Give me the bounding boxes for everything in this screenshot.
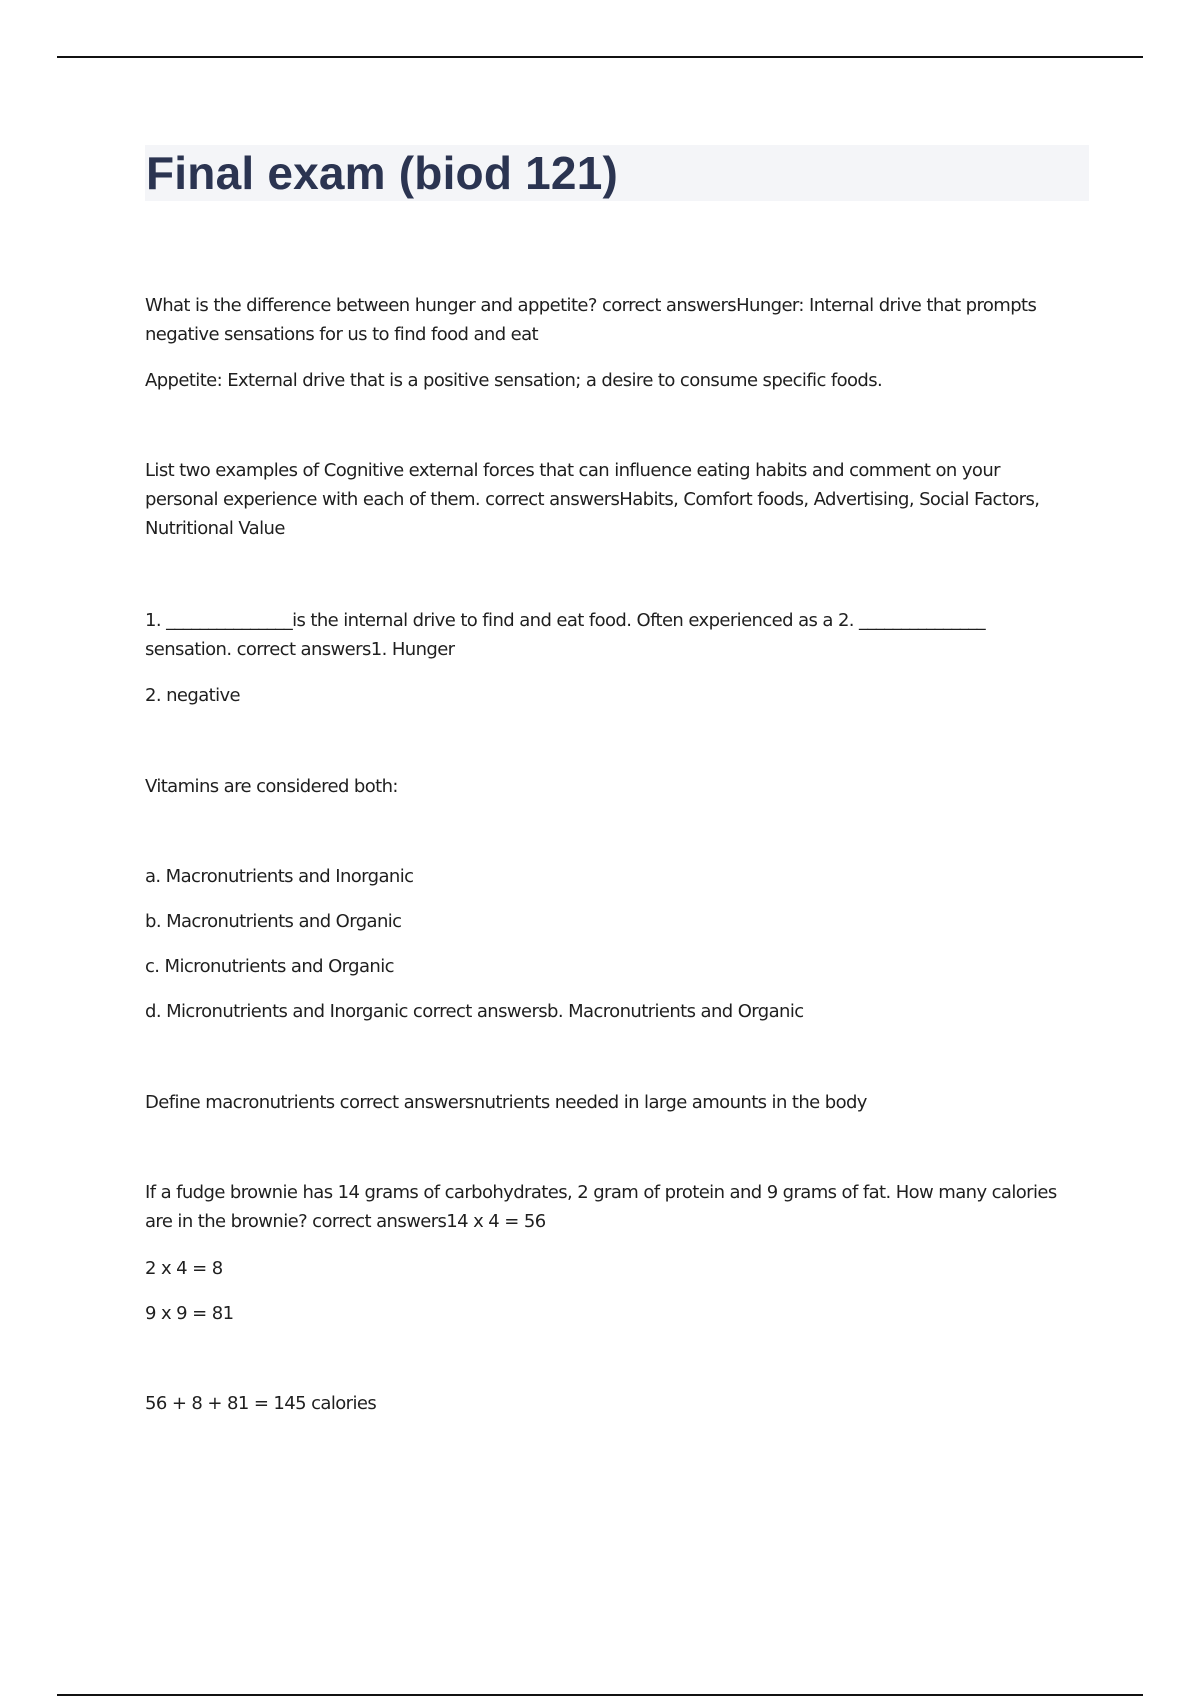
top-rule [57,56,1143,58]
option-d-answer: d. Micronutrients and Inorganic correct answersb. Macronutrients and Organic [145,1001,804,1022]
question-cognitive-forces: List two examples of Cognitive external forces that can influence eating habits and comment on your personal experience with each of them. correct answersHabits, Comfort foods, Advertising, Social Factors, Nutritional Value [145,460,1040,539]
question-brownie-calories: If a fudge brownie has 14 grams of carbohydrates, 2 gram of protein and 9 grams of fat. How many calories are in the brownie? correct answers14 x 4 = 56 [145,1182,1057,1232]
option-a: a. Macronutrients and Inorganic [145,866,414,887]
answer-appetite: Appetite: External drive that is a positive sensation; a desire to consume specific foods. [145,370,883,391]
option-c: c. Micronutrients and Organic [145,956,394,977]
calc-protein: 2 x 4 = 8 [145,1258,223,1279]
question-vitamins: Vitamins are considered both: [145,776,398,797]
question-fill-in-blank: 1. _______________is the internal drive to find and eat food. Often experienced as a 2. _______________ sensation. correct answers1. Hunger [145,610,986,660]
question-hunger-appetite: What is the difference between hunger and appetite? correct answersHunger: Internal drive that prompts negative sensations for us to find food and eat [145,295,1037,345]
option-b: b. Macronutrients and Organic [145,911,402,932]
question-macronutrients: Define macronutrients correct answersnutrients needed in large amounts in the body [145,1092,867,1113]
document-title: Final exam (biod 121) [146,147,618,199]
calc-fat: 9 x 9 = 81 [145,1303,234,1324]
calc-total: 56 + 8 + 81 = 145 calories [145,1393,377,1414]
answer-negative: 2. negative [145,685,241,706]
bottom-rule [57,1694,1143,1696]
